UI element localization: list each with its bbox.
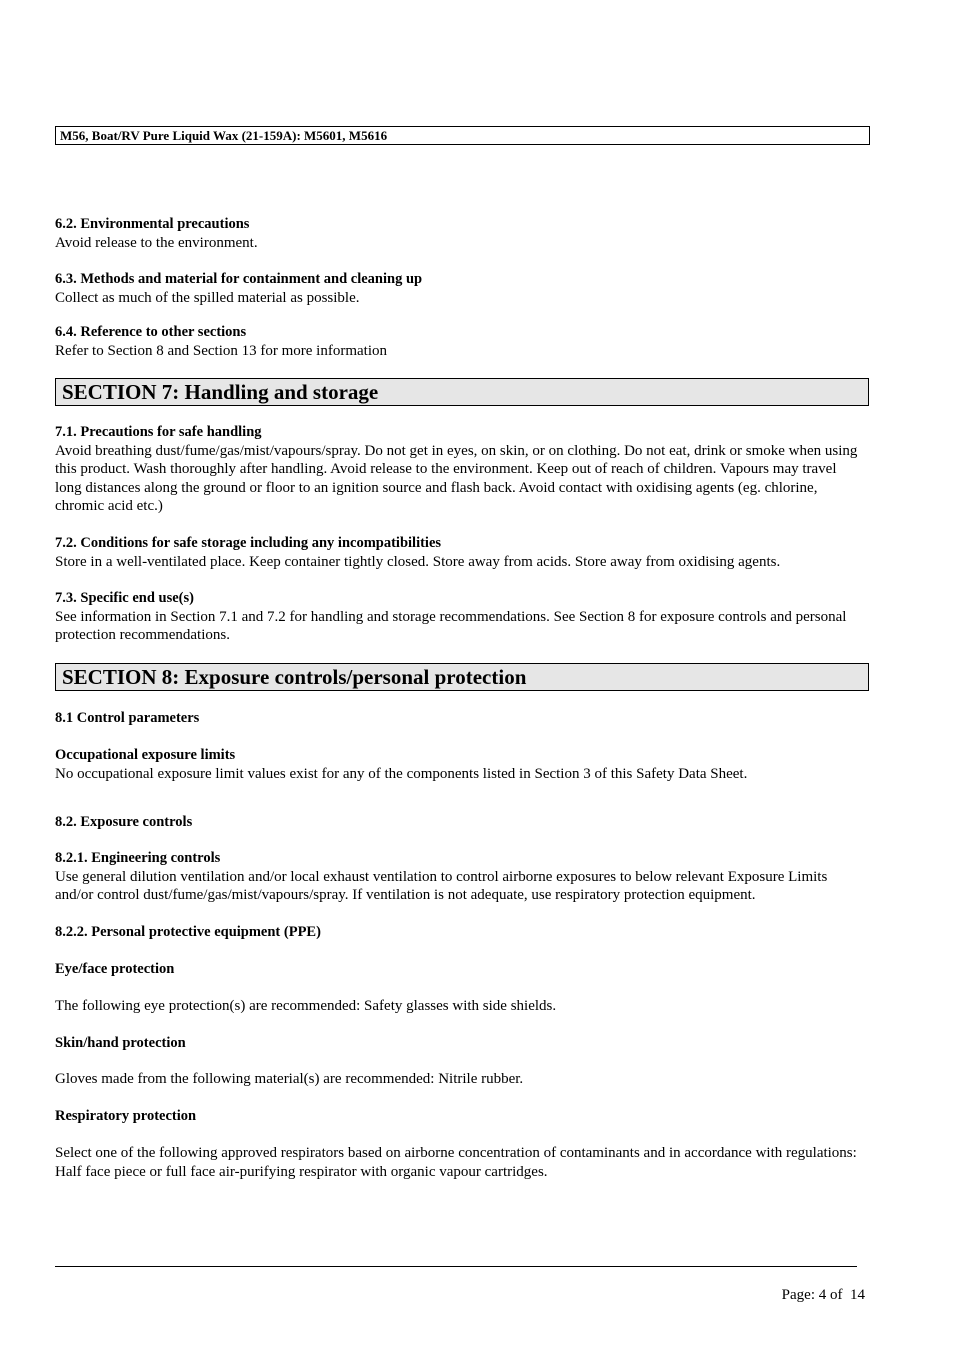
- reference-other-sections: [55, 323, 865, 360]
- section-8-title: SECTION 8: Exposure controls/personal protection: [55, 663, 869, 691]
- storage-heading: 7.2. Conditions for safe storage including any incompatibilities: [55, 535, 442, 551]
- safe-handling-text: Avoid breathing dust/fume/gas/mist/vapours/spray. Do not get in eyes, on skin, or on clothing. Do not eat, drink or smoke when using this product. Wash thoroughly after handling. Avoid release to the environment. Keep out of reach of children. Vapours may travel long distances along the ground or floor to an ignition source and flash back. Avoid contact with oxidising agents (eg. chlorine, chromic acid etc.): [55, 442, 858, 514]
- safe-storage: [55, 534, 865, 571]
- ppe-heading: 8.2.2. Personal protective equipment (PPE): [55, 924, 321, 940]
- eye-heading: Eye/face protection: [55, 961, 175, 977]
- control-params-heading: 8.1 Control parameters: [55, 710, 200, 726]
- oel-text: No occupational exposure limit values exist for any of the components listed in Section 3 of this Safety Data Sheet.: [55, 765, 748, 782]
- section-7-title: SECTION 7: Handling and storage: [55, 378, 869, 406]
- ppe: [55, 923, 865, 942]
- exposure-controls: [55, 813, 865, 832]
- skin-hand-protection: [55, 1034, 865, 1053]
- env-precautions: [55, 215, 865, 252]
- resp-text-2: Half face piece or full face air-purifying respirator with organic vapour cartridges.: [55, 1163, 548, 1180]
- env-precautions-text: Avoid release to the environment.: [55, 234, 258, 251]
- containment-heading: 6.3. Methods and material for containment and cleaning up: [55, 271, 423, 287]
- eye-face-protection: [55, 960, 865, 979]
- skin-protection-text-block: [55, 1070, 865, 1089]
- env-precautions-heading: 6.2. Environmental precautions: [55, 216, 250, 232]
- resp-heading: Respiratory protection: [55, 1108, 197, 1124]
- reference-text: Refer to Section 8 and Section 13 for more information: [55, 342, 387, 359]
- footer-divider: [55, 1266, 857, 1267]
- end-use-text: See information in Section 7.1 and 7.2 for handling and storage recommendations. See Section 8 for exposure controls and personal protection recommendations.: [55, 608, 847, 643]
- engineering-controls: [55, 849, 865, 905]
- engineering-text: Use general dilution ventilation and/or local exhaust ventilation to control airborne exposures to below relevant Exposure Limits and/or control dust/fume/gas/mist/vapours/spray. If ventilation is not adequate, use respiratory protection equipment.: [55, 868, 828, 903]
- product-title-header: M56, Boat/RV Pure Liquid Wax (21-159A): M5601, M5616: [55, 126, 870, 145]
- control-parameters: [55, 709, 865, 728]
- storage-text: Store in a well-ventilated place. Keep container tightly closed. Store away from acids. Store away from oxidising agents.: [55, 553, 781, 570]
- oel-heading: Occupational exposure limits: [55, 747, 236, 763]
- respiratory-protection-text-block: [55, 1144, 865, 1181]
- specific-end-use: [55, 589, 865, 645]
- skin-text: Gloves made from the following material(s) are recommended: Nitrile rubber.: [55, 1071, 524, 1087]
- end-use-heading: 7.3. Specific end use(s): [55, 590, 194, 606]
- eye-text: The following eye protection(s) are recommended: Safety glasses with side shields.: [55, 998, 557, 1014]
- containment-text: Collect as much of the spilled material as possible.: [55, 289, 360, 306]
- containment: [55, 270, 865, 307]
- eye-protection-text-block: [55, 997, 865, 1016]
- reference-heading: 6.4. Reference to other sections: [55, 324, 247, 340]
- respiratory-protection: [55, 1107, 865, 1126]
- resp-text-1: Select one of the following approved respirators based on airborne concentration of contaminants and in accordance with regulations:: [55, 1145, 857, 1161]
- safe-handling-heading: 7.1. Precautions for safe handling: [55, 424, 262, 440]
- engineering-heading: 8.2.1. Engineering controls: [55, 850, 221, 866]
- page-number-label: Page: 4 of 14: [781, 1287, 865, 1303]
- safe-handling: [55, 423, 865, 516]
- page-number: [720, 1286, 865, 1304]
- occupational-exposure-limits: [55, 746, 865, 783]
- exposure-controls-heading: 8.2. Exposure controls: [55, 814, 193, 830]
- skin-heading: Skin/hand protection: [55, 1035, 186, 1051]
